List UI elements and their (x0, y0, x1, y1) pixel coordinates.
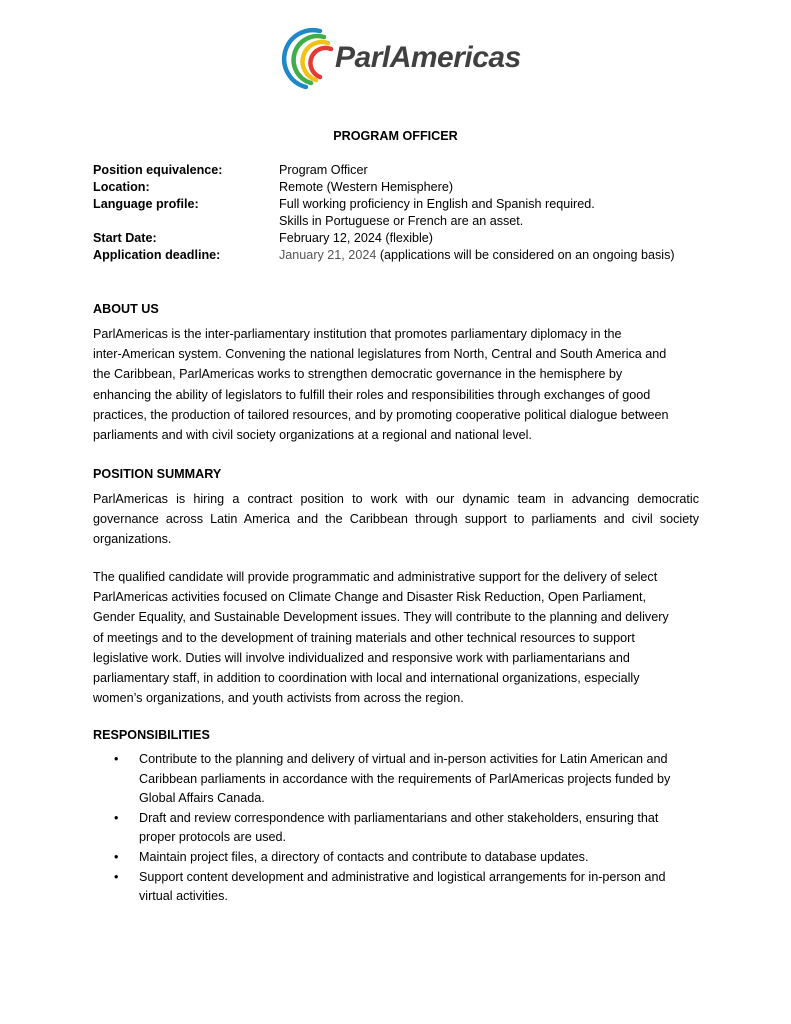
text-line: Global Affairs Canada. (139, 791, 265, 806)
text-line: the Caribbean, ParlAmericas works to strengthen democratic governance in the hemisphere by (93, 367, 623, 382)
deadline-value (279, 247, 675, 264)
text-line: inter-American system. Convening the national legislatures from North, Central and South America and (93, 347, 667, 362)
responsibilities-heading: RESPONSIBILITIES (93, 728, 210, 742)
position-info (93, 162, 675, 264)
text-line: virtual activities. (139, 889, 228, 904)
info-value: Full working proficiency in English and Spanish required. (279, 197, 595, 211)
deadline-label: Application deadline: (93, 248, 221, 262)
deadline-row (93, 247, 675, 264)
text-line: ParlAmericas is the inter-parliamentary institution that promotes parliamentary diplomacy in the (93, 327, 622, 341)
info-value: Program Officer (279, 163, 368, 177)
info-row (93, 179, 675, 196)
about-text (93, 324, 699, 445)
list-item (93, 809, 699, 848)
text-line: proper protocols are used. (139, 830, 287, 845)
text-line: The qualified candidate will provide programmatic and administrative support for the delivery of select (93, 570, 658, 584)
info-row (93, 196, 675, 213)
summary-paragraph-1: ParlAmericas is hiring a contract position to work with our dynamic team in advancing democratic governance across Latin America and the Caribbean through support to parliaments and civil society organizations. (93, 492, 699, 547)
info-label: Position equivalence: (93, 163, 223, 177)
parlamericas-logo (280, 25, 550, 95)
bullet-icon: • (114, 810, 119, 825)
deadline-date: January 21, 2024 (279, 248, 377, 262)
responsibilities-list (93, 750, 699, 907)
text-line: enhancing the ability of legislators to fulfill their roles and responsibilities through exchanges of good (93, 387, 651, 402)
arcs-logo-icon (280, 25, 340, 95)
bullet-icon: • (114, 849, 119, 864)
deadline-note: (applications will be considered on an ongoing basis) (376, 248, 675, 262)
text-line: Draft and review correspondence with parliamentarians and other stakeholders, ensuring that (139, 810, 659, 825)
text-line: practices, the production of tailored resources, and by promoting cooperative political dialogue between (93, 407, 669, 422)
responsibilities-section (93, 727, 699, 907)
summary-paragraph-2 (93, 567, 699, 708)
text-line: parliamentary staff, in addition to coordination with local and international organizations, especially (93, 671, 640, 686)
info-row (93, 213, 675, 230)
text-line: Maintain project files, a directory of contacts and contribute to database updates. (139, 849, 589, 864)
bullet-icon: • (114, 752, 119, 766)
info-value: Remote (Western Hemisphere) (279, 180, 454, 194)
text-line: legislative work. Duties will involve individualized and responsive work with parliamentarians and (93, 650, 630, 665)
info-row (93, 162, 675, 179)
text-line: Gender Equality, and Sustainable Development issues. They will contribute to the planning and delivery (93, 610, 669, 625)
info-label: Start Date: (93, 231, 157, 245)
text-line: Support content development and administrative and logistical arrangements for in-person and (139, 869, 666, 884)
info-value: February 12, 2024 (flexible) (279, 231, 434, 245)
text-line: parliaments and with civil society organizations at a regional and national level. (93, 428, 532, 443)
info-label: Location: (93, 180, 150, 194)
info-label (93, 213, 279, 230)
text-line: Caribbean parliaments in accordance with the requirements of ParlAmericas projects funded by (139, 771, 671, 786)
about-heading: ABOUT US (93, 302, 159, 316)
page-title: PROGRAM OFFICER (333, 129, 458, 143)
text-line: ParlAmericas activities focused on Climate Change and Disaster Risk Reduction, Open Parliament, (93, 590, 646, 605)
text-line: Contribute to the planning and delivery of virtual and in-person activities for Latin American and (139, 752, 668, 766)
about-section (93, 301, 699, 445)
list-item (93, 848, 699, 868)
text-line: women’s organizations, and youth activists from across the region. (93, 691, 464, 706)
summary-section (93, 466, 699, 550)
info-value: Skills in Portuguese or French are an asset. (279, 214, 524, 228)
logo-wordmark: ParlAmericas (335, 41, 521, 74)
text-line: of meetings and to the development of training materials and other technical resources to support (93, 630, 635, 645)
info-label: Language profile: (93, 197, 199, 211)
bullet-icon: • (114, 869, 119, 884)
summary-heading: POSITION SUMMARY (93, 467, 222, 481)
list-item (93, 750, 699, 809)
list-item (93, 868, 699, 907)
info-row (93, 230, 675, 247)
